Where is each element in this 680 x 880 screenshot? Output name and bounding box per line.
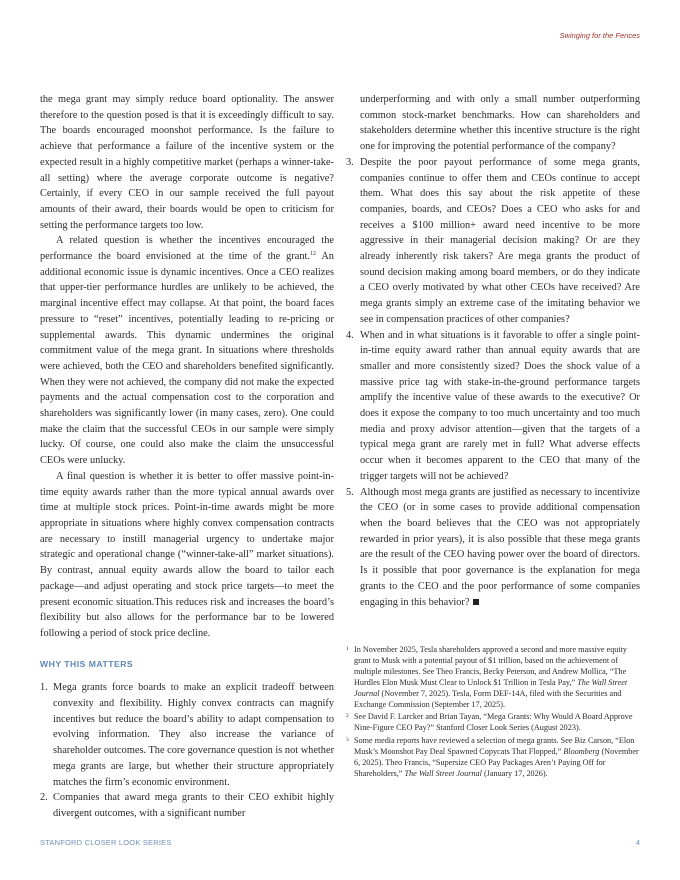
publication-name: The Wall Street Journal [354,677,628,698]
publication-name: The Wall Street Journal [404,768,482,778]
footnote-text: (November 6, 2025). Theo Francis, “Supersize CEO Pay Packages Aren’t Paying Off for Shareholders,” [354,747,639,778]
page-number: 4 [635,838,640,847]
footnote-number: 1 [346,646,349,652]
section-heading: WHY THIS MATTERS [40,658,134,669]
footnotes [346,645,642,782]
footnote-reference: 12 [310,251,316,258]
footnote-text: (January 17, 2026). [481,768,548,778]
footnote-number: 3 [346,737,349,744]
list-item [346,155,640,328]
footnote-number: 2 [346,713,349,720]
footnote-text: (November 7, 2025). Tesla, Form DEF-14A, filed with the Securities and Exchange Commission (September 17, 2025). [354,688,622,709]
body-paragraph: A final question is whether it is better to offer massive point-in-time equity awards rather than the more typical annual awards over time at multiple stock prices. Point-in-time awards might be more appropriate in situations where highly convex compensation contracts are necessary to instill managerial urgency to undertake major strategic and operational change (“winner-take-all” market situations). By contrast, annual equity awards allow the board to tailor each package—and adjust operating and stock price targets—to meet the present economic situation.This reduces risk and increases the board’s flexibility but also allows for the performance bar to be lowered following a period of stock price decline. [40,470,334,639]
list-number: 1. [40,682,48,694]
end-mark-icon [473,599,479,605]
list-item [346,328,640,485]
paragraph-text: An additional economic issue is dynamic incentives. Once a CEO realizes that upper-tier performance hurdles are unlikely to be achieved, the marginal incentive effect may collapse. At that point, the board faces pressure to “reset” incentives, potentially leading to re-pricing or supplemental awards. This dynamic undermines the original commitment value of the mega grant. In situations where thresholds were achieved, both the CEO and shareholders benefited significantly. When they were not achieved, the company did not make the expected payments and the actual compensation cost to the corporation and shareholders was significantly lower (in many cases, zero). One could make the claim that the successful CEOs in our sample were simply lucky. Of course, one could also make the claim the unsuccessful CEOs were unlucky. [40,251,334,467]
footnote-text: See David F. Larcker and Brian Tayan, “Mega Grants: Why Would A Board Approve Nine-Figure CEO Pay?” Stanford Closer Look Series (August 2023). [354,712,633,733]
right-column [346,92,640,610]
list-item [346,92,640,155]
list-number: 4. [346,329,354,341]
list-item-text: When and in what situations is it favorable to offer a single point-in-time equity award rather than annual equity awards that are smaller and more consistently sized? Does the shock value of a massive price tag with stake-in-the-ground performance targets amplify the incentive value of these awards to the executive? Or does it expose the company to too much uncertainty and too much media and proxy advisor attention—given that the targets of a typical mega grant are rarely met in full? What adverse effects occur when it becomes apparent to the CEO that many of the trigger targets will not be achieved? [360,329,640,482]
body-paragraph: the mega grant may simply reduce board optionality. The answer therefore to the question posed is that it is exceedingly difficult to say. The boards encouraged moonshot performance. Is the failure to achieve that performance a failure of the incentive system or the expected result in a highly competitive market (perhaps a winner-take-all setting) where the average corporate outcome is negative? Certainly, if every CEO in our sample received the full payout amounts of their award, their boards would be open to criticism for setting the performance targets too low. [40,94,334,231]
publication-name: Bloomberg [563,747,600,757]
footnote-text: Some media reports have reviewed a selection of mega grants. See Biz Carson, “Elon Musk’s Moonshot Pay Deal Spawned Copycats That Flopped,” [354,736,635,757]
why-this-matters-list [40,680,334,821]
paragraph-text: A related question is whether the incentives encouraged the performance the board envisioned at the time of the grant. [40,235,334,263]
footnote [346,736,642,780]
running-head: Swinging for the Fences [559,31,640,40]
list-item [346,485,640,611]
list-number: 3. [346,156,354,168]
footnote-text: In November 2025, Tesla shareholders approved a second and more massive equity grant to Musk with a potential payout of $1 trillion, based on the achievement of multiple milestones. See Theo Francis, Becky Peterson, and Andrew Mollica, “The Hurdles Elon Musk Must Clear to Unlock $1 Trillion in Tesla Pay,” [354,645,628,687]
list-item [40,790,334,821]
list-number: 2. [40,792,48,804]
list-item-text: underperforming and with only a small number outperforming common stock-market benchmarks. How can shareholders and stakeholders determine whether this incentive structure is the right one for improving the potential performance of the company? [360,94,640,153]
footer-series-name: STANFORD CLOSER LOOK SERIES [40,838,172,847]
left-column [40,92,334,822]
list-number: 5. [346,486,354,498]
footnote [346,712,642,734]
footnote [346,645,642,710]
list-item-text: Despite the poor payout performance of some mega grants, companies continue to offer them and CEOs continue to accept them. What does this say about the risk appetite of these companies, boards, and CEOs? Does a CEO who asks for and receives a $100 million+ award need incentive to be more aggressive in their managerial decision making? Or are they already inherently risk takers? Are mega grants the product of sound decision making among board members, or do they indicate a CEO overly motivated by what other CEOs have received? Are mega grants simply an extreme case of the imitating behavior we see in compensation practices of other companies? [360,156,640,325]
list-item [40,680,334,790]
why-this-matters-list-continued [346,92,640,610]
list-item-text: Companies that award mega grants to their CEO exhibit highly divergent outcomes, with a significant number [53,792,334,819]
body-paragraph [40,233,334,469]
list-item-text: Mega grants force boards to make an explicit tradeoff between convexity and flexibility. Highly convex contracts can magnify incentives but reduce the board’s ability to adapt compensation to evolving information. They also increase the variance of shareholder outcomes. The core governance question is not whether mega grants are large, but whether their structure appropriately matches the firm’s economic environment. [53,682,335,788]
list-item-text: Although most mega grants are justified as necessary to incentivize the CEO (or in some cases to provide additional compensation when the board believes that the CEO was not appropriately rewarded in prior years), it is also possible that these mega grants are the result of the CEO having power over the board of directors. Is it possible that poor governance is the explanation for mega grants to the CEO and the poor performance of some companies engaging in this behavior? [360,486,640,608]
